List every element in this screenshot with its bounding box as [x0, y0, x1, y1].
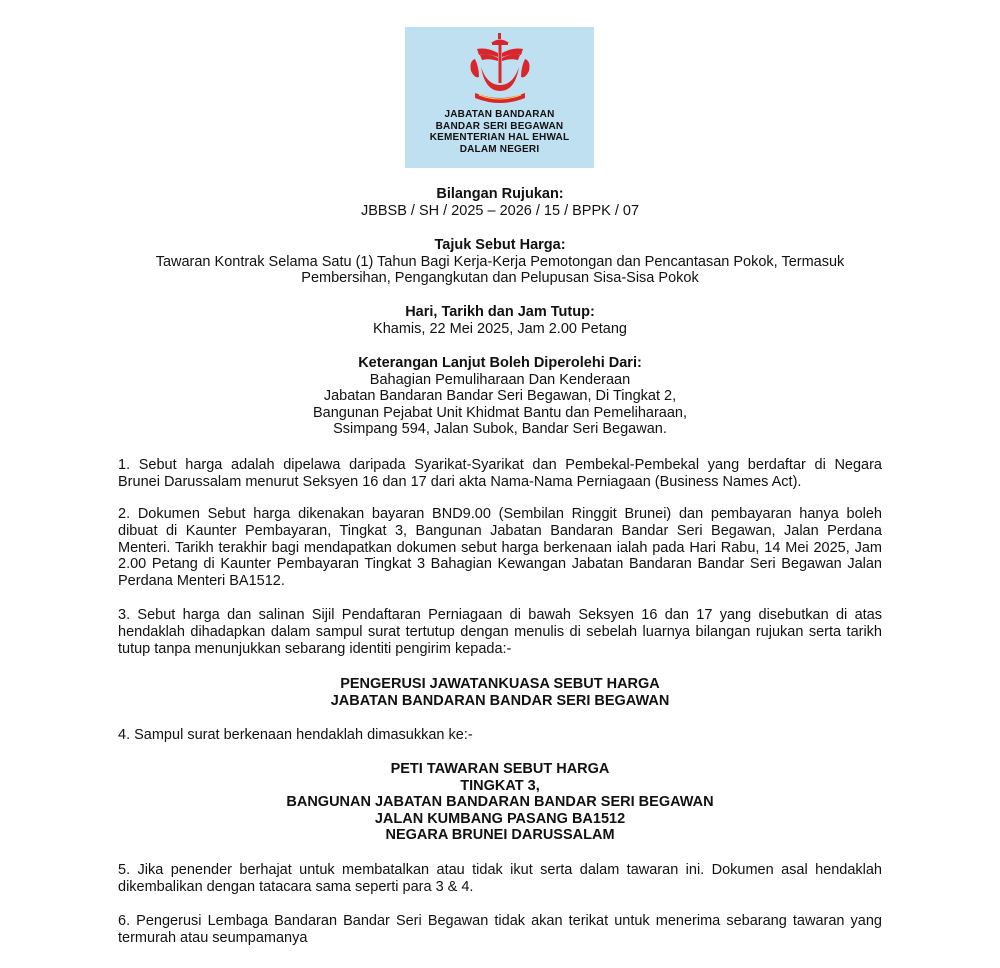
logo-line: BANDAR SERI BEGAWAN [435, 120, 564, 132]
recipient-block [0, 676, 1000, 709]
paragraph-line: Brunei Darussalam menurut Seksyen 16 dan 17 dari akta Nama-Nama Perniagaan (Business Names Act). [118, 473, 802, 490]
info-line: Ssimpang 594, Jalan Subok, Bandar Seri Begawan. [333, 421, 667, 437]
info-line: Bahagian Pemuliharaan Dan Kenderaan [369, 371, 631, 388]
logo-text [405, 109, 594, 155]
recipient-line: JABATAN BANDARAN BANDAR SERI BEGAWAN [330, 692, 670, 709]
paragraph-line: Perdana Menteri BA1512. [118, 573, 285, 590]
reference-label: Bilangan Rujukan: [436, 186, 564, 202]
info-line: Jabatan Bandaran Bandar Seri Begawan, Di Tingkat 2, [323, 388, 677, 404]
closing-value: Khamis, 22 Mei 2025, Jam 2.00 Petang [373, 320, 627, 337]
tender-box-line: PETI TAWARAN SEBUT HARGA [390, 761, 610, 777]
logo-line: JABATAN BANDARAN [444, 109, 555, 120]
paragraph-line: hendaklah dihadapkan dalam sampul surat tertutup dengan menulis di sebelah luarnya bilangan rujukan serta tarikh [118, 623, 882, 640]
paragraph-line: dikembalikan dengan tatacara sama seperti para 3 & 4. [118, 878, 474, 895]
paragraph-line: 3. Sebut harga dan salinan Sijil Pendaftaran Perniagaan di bawah Seksyen 16 dan 17 yang disebutkan di atas [118, 607, 882, 623]
reference-section [0, 186, 1000, 219]
closing-label: Hari, Tarikh dan Jam Tutup: [405, 304, 595, 320]
info-section [0, 355, 1000, 438]
brunei-crest-icon [465, 31, 535, 107]
paragraph-line: 5. Jika penender berhajat untuk membatalkan atau tidak ikut serta dalam tawaran ini. Dokumen asal hendaklah [118, 862, 882, 878]
logo-box [405, 27, 594, 168]
paragraph-2 [118, 506, 882, 590]
closing-section [0, 304, 1000, 337]
paragraph-1 [118, 457, 882, 491]
info-line: Bangunan Pejabat Unit Khidmat Bantu dan Pemeliharaan, [312, 404, 688, 421]
logo-line: DALAM NEGERI [459, 143, 540, 155]
paragraph-line: tutup tanpa menunjukkan sebarang identiti pengirim kepada:- [118, 640, 512, 657]
reference-value: JBBSB / SH / 2025 – 2026 / 15 / BPPK / 07 [360, 202, 640, 219]
title-line: Tawaran Kontrak Selama Satu (1) Tahun Bagi Kerja-Kerja Pemotongan dan Pencantasan Pokok, Termasuk [155, 253, 845, 270]
paragraph-5 [118, 862, 882, 896]
paragraph-line: dibuat di Kaunter Pembayaran, Tingkat 3, Bangunan Jabatan Bandaran Bandar Seri Begawan, Jalan Perdana [118, 522, 882, 539]
paragraph-line: 1. Sebut harga adalah dipelawa daripada Syarikat-Syarikat dan Pembekal-Pembekal yang berdaftar di Negara [118, 457, 882, 473]
tender-box-line: BANGUNAN JABATAN BANDARAN BANDAR SERI BEGAWAN [286, 794, 714, 810]
paragraph-line: 2.00 Petang di Kaunter Pembayaran Tingkat 3 Bahagian Kewangan Jabatan Bandaran Bandar Seri Begawan Jalan [118, 556, 882, 573]
paragraph-6 [118, 913, 882, 947]
paragraph-line: Menteri. Tarikh terakhir bagi mendapatkan dokumen sebut harga berkenaan ialah pada Hari Rabu, 14 Mei 2025, Jam [118, 539, 882, 556]
paragraph-line: 2. Dokumen Sebut harga dikenakan bayaran BND9.00 (Sembilan Ringgit Brunei) dan pembayaran hanya boleh [118, 506, 882, 522]
tender-box-line: JALAN KUMBANG PASANG BA1512 [374, 810, 626, 827]
recipient-line: PENGERUSI JAWATANKUASA SEBUT HARGA [340, 676, 660, 692]
info-label: Keterangan Lanjut Boleh Diperolehi Dari: [358, 355, 642, 371]
tender-box-line: NEGARA BRUNEI DARUSSALAM [385, 827, 615, 843]
paragraph-3 [118, 607, 882, 657]
title-section [0, 237, 1000, 287]
paragraph-line: termurah atau seumpamanya [118, 929, 308, 946]
tender-box-line: TINGKAT 3, [460, 777, 540, 794]
title-line: Pembersihan, Pengangkutan dan Pelupusan Sisa-Sisa Pokok [301, 270, 699, 286]
paragraph-4: 4. Sampul surat berkenaan hendaklah dimasukkan ke:- [118, 727, 473, 743]
title-label: Tajuk Sebut Harga: [434, 237, 566, 253]
logo-line: KEMENTERIAN HAL EHWAL [429, 132, 570, 143]
tender-box-address [0, 761, 1000, 844]
paragraph-line: 6. Pengerusi Lembaga Bandaran Bandar Seri Begawan tidak akan terikat untuk menerima sebarang tawaran yang [118, 913, 882, 929]
